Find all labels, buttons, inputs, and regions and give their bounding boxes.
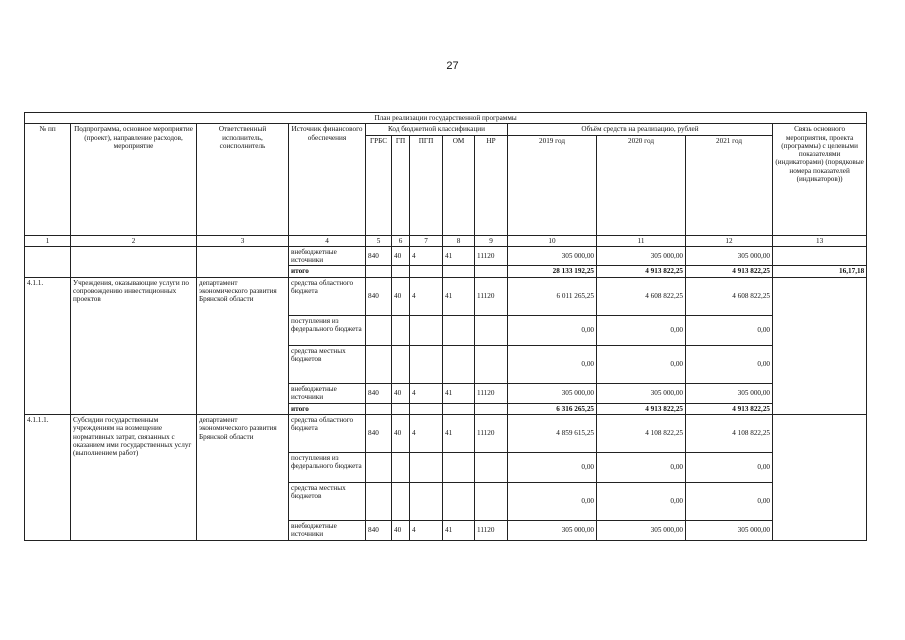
col-number: 7 [410, 235, 443, 246]
value-2019: 0,00 [508, 315, 597, 345]
table-row [25, 414, 867, 452]
value-2019: 0,00 [508, 482, 597, 520]
item-subprogram: Учреждения, оказывающие услуги по сопровождению инвестиционных проектов [71, 277, 197, 414]
header-responsible: Ответственный исполнитель, соисполнитель [197, 124, 289, 235]
om-cell: 41 [443, 246, 475, 266]
col-number: 4 [289, 235, 366, 246]
item-number: 4.1.1. [25, 277, 71, 414]
nr-cell: 11120 [475, 414, 508, 452]
item-responsible: департамент экономического развития Брянской области [197, 277, 289, 414]
col-number: 12 [686, 235, 773, 246]
gp-cell [392, 266, 410, 277]
header-source: Источник финансового обеспечения [289, 124, 366, 235]
value-2021: 4 608 822,25 [686, 277, 773, 315]
item-responsible: департамент экономического развития Брянской области [197, 414, 289, 540]
gp-cell [392, 452, 410, 482]
nr-cell [475, 345, 508, 383]
column-number-row [25, 235, 867, 246]
value-2020: 4 108 822,25 [597, 414, 686, 452]
empty-cell [197, 246, 289, 277]
gp-cell: 40 [392, 246, 410, 266]
empty-cell [25, 246, 71, 277]
value-2021: 0,00 [686, 482, 773, 520]
pgp-cell [410, 345, 443, 383]
header-2019: 2019 год [508, 135, 597, 235]
nr-cell: 11120 [475, 277, 508, 315]
item-subprogram: Субсидии государственным учреждениям на возмещение нормативных затрат, связанных с оказанием ими государственных услуг (выполнением работ) [71, 414, 197, 540]
pgp-cell: 4 [410, 383, 443, 403]
value-2020: 0,00 [597, 315, 686, 345]
gp-cell [392, 315, 410, 345]
nr-cell: 11120 [475, 246, 508, 266]
om-cell: 41 [443, 520, 475, 540]
header-volume: Объём средств на реализацию, рублей [508, 124, 773, 135]
nr-cell [475, 452, 508, 482]
om-cell [443, 345, 475, 383]
header-2020: 2020 год [597, 135, 686, 235]
value-2019: 6 011 265,25 [508, 277, 597, 315]
om-cell [443, 482, 475, 520]
om-cell [443, 266, 475, 277]
link-cell: 16,17,18 [773, 266, 867, 277]
value-2020: 0,00 [597, 482, 686, 520]
item-number: 4.1.1.1. [25, 414, 71, 540]
link-cell [773, 277, 867, 414]
nr-cell [475, 482, 508, 520]
source-cell: итого [289, 403, 366, 414]
pgp-cell: 4 [410, 520, 443, 540]
grbs-cell [366, 403, 392, 414]
value-2020: 4 913 822,25 [597, 266, 686, 277]
om-cell: 41 [443, 277, 475, 315]
grbs-cell [366, 452, 392, 482]
table-row [25, 246, 867, 266]
grbs-cell [366, 482, 392, 520]
header-budget-code: Код бюджетной классификации [366, 124, 508, 135]
om-cell [443, 403, 475, 414]
nr-cell: 11120 [475, 383, 508, 403]
grbs-cell: 840 [366, 246, 392, 266]
link-cell [773, 246, 867, 266]
value-2021: 4 913 822,25 [686, 266, 773, 277]
nr-cell [475, 315, 508, 345]
nr-cell [475, 266, 508, 277]
grbs-cell: 840 [366, 520, 392, 540]
pgp-cell [410, 403, 443, 414]
source-cell: средства местных бюджетов [289, 345, 366, 383]
nr-cell: 11120 [475, 520, 508, 540]
grbs-cell: 840 [366, 277, 392, 315]
pgp-cell: 4 [410, 246, 443, 266]
col-number: 10 [508, 235, 597, 246]
value-2020: 4 608 822,25 [597, 277, 686, 315]
value-2020: 0,00 [597, 452, 686, 482]
grbs-cell [366, 266, 392, 277]
gp-cell: 40 [392, 383, 410, 403]
om-cell [443, 452, 475, 482]
value-2019: 4 859 615,25 [508, 414, 597, 452]
source-cell: средства областного бюджета [289, 414, 366, 452]
col-number: 5 [366, 235, 392, 246]
col-number: 1 [25, 235, 71, 246]
value-2020: 305 000,00 [597, 383, 686, 403]
source-cell: поступления из федерального бюджета [289, 452, 366, 482]
pgp-cell: 4 [410, 414, 443, 452]
value-2019: 0,00 [508, 345, 597, 383]
col-number: 6 [392, 235, 410, 246]
nr-cell [475, 403, 508, 414]
header-subprogram: Подпрограмма, основное мероприятие (проект), направление расходов, мероприятие [71, 124, 197, 235]
value-2019: 305 000,00 [508, 383, 597, 403]
source-cell: итого [289, 266, 366, 277]
table-row [25, 277, 867, 315]
table-title: План реализации государственной программы [25, 113, 867, 124]
col-number: 3 [197, 235, 289, 246]
source-cell: поступления из федерального бюджета [289, 315, 366, 345]
source-cell: внебюджетные источники [289, 520, 366, 540]
source-cell: внебюджетные источники [289, 383, 366, 403]
source-cell: внебюджетные источники [289, 246, 366, 266]
value-2020: 305 000,00 [597, 246, 686, 266]
col-number: 9 [475, 235, 508, 246]
value-2019: 0,00 [508, 452, 597, 482]
col-number: 13 [773, 235, 867, 246]
value-2019: 6 316 265,25 [508, 403, 597, 414]
grbs-cell: 840 [366, 383, 392, 403]
page-number: 27 [446, 60, 459, 72]
value-2021: 305 000,00 [686, 246, 773, 266]
col-number: 11 [597, 235, 686, 246]
grbs-cell [366, 345, 392, 383]
value-2021: 305 000,00 [686, 383, 773, 403]
om-cell [443, 315, 475, 345]
value-2019: 305 000,00 [508, 520, 597, 540]
header-2021: 2021 год [686, 135, 773, 235]
grbs-cell: 840 [366, 414, 392, 452]
col-number: 2 [71, 235, 197, 246]
om-cell: 41 [443, 383, 475, 403]
header-link: Связь основного мероприятия, проекта (программы) с целевыми показателями (индикаторами) (порядковые номера показателей (индикаторов)) [773, 124, 867, 235]
om-cell: 41 [443, 414, 475, 452]
gp-cell: 40 [392, 414, 410, 452]
pgp-cell [410, 315, 443, 345]
gp-cell [392, 482, 410, 520]
gp-cell [392, 403, 410, 414]
value-2021: 4 108 822,25 [686, 414, 773, 452]
value-2021: 0,00 [686, 315, 773, 345]
value-2020: 305 000,00 [597, 520, 686, 540]
value-2020: 0,00 [597, 345, 686, 383]
value-2019: 28 133 192,25 [508, 266, 597, 277]
pgp-cell [410, 266, 443, 277]
value-2021: 0,00 [686, 345, 773, 383]
pgp-cell: 4 [410, 277, 443, 315]
header-nr: НР [475, 135, 508, 235]
value-2021: 4 913 822,25 [686, 403, 773, 414]
program-plan-table [24, 112, 867, 541]
header-gp: ГП [392, 135, 410, 235]
header-pgp: ПГП [410, 135, 443, 235]
source-cell: средства областного бюджета [289, 277, 366, 315]
value-2021: 305 000,00 [686, 520, 773, 540]
gp-cell [392, 345, 410, 383]
header-grbs: ГРБС [366, 135, 392, 235]
header-om: ОМ [443, 135, 475, 235]
value-2021: 0,00 [686, 452, 773, 482]
value-2020: 4 913 822,25 [597, 403, 686, 414]
pgp-cell [410, 452, 443, 482]
source-cell: средства местных бюджетов [289, 482, 366, 520]
grbs-cell [366, 315, 392, 345]
gp-cell: 40 [392, 520, 410, 540]
gp-cell: 40 [392, 277, 410, 315]
col-number: 8 [443, 235, 475, 246]
empty-cell [71, 246, 197, 277]
header-num: № пп [25, 124, 71, 235]
pgp-cell [410, 482, 443, 520]
value-2019: 305 000,00 [508, 246, 597, 266]
link-cell [773, 414, 867, 540]
